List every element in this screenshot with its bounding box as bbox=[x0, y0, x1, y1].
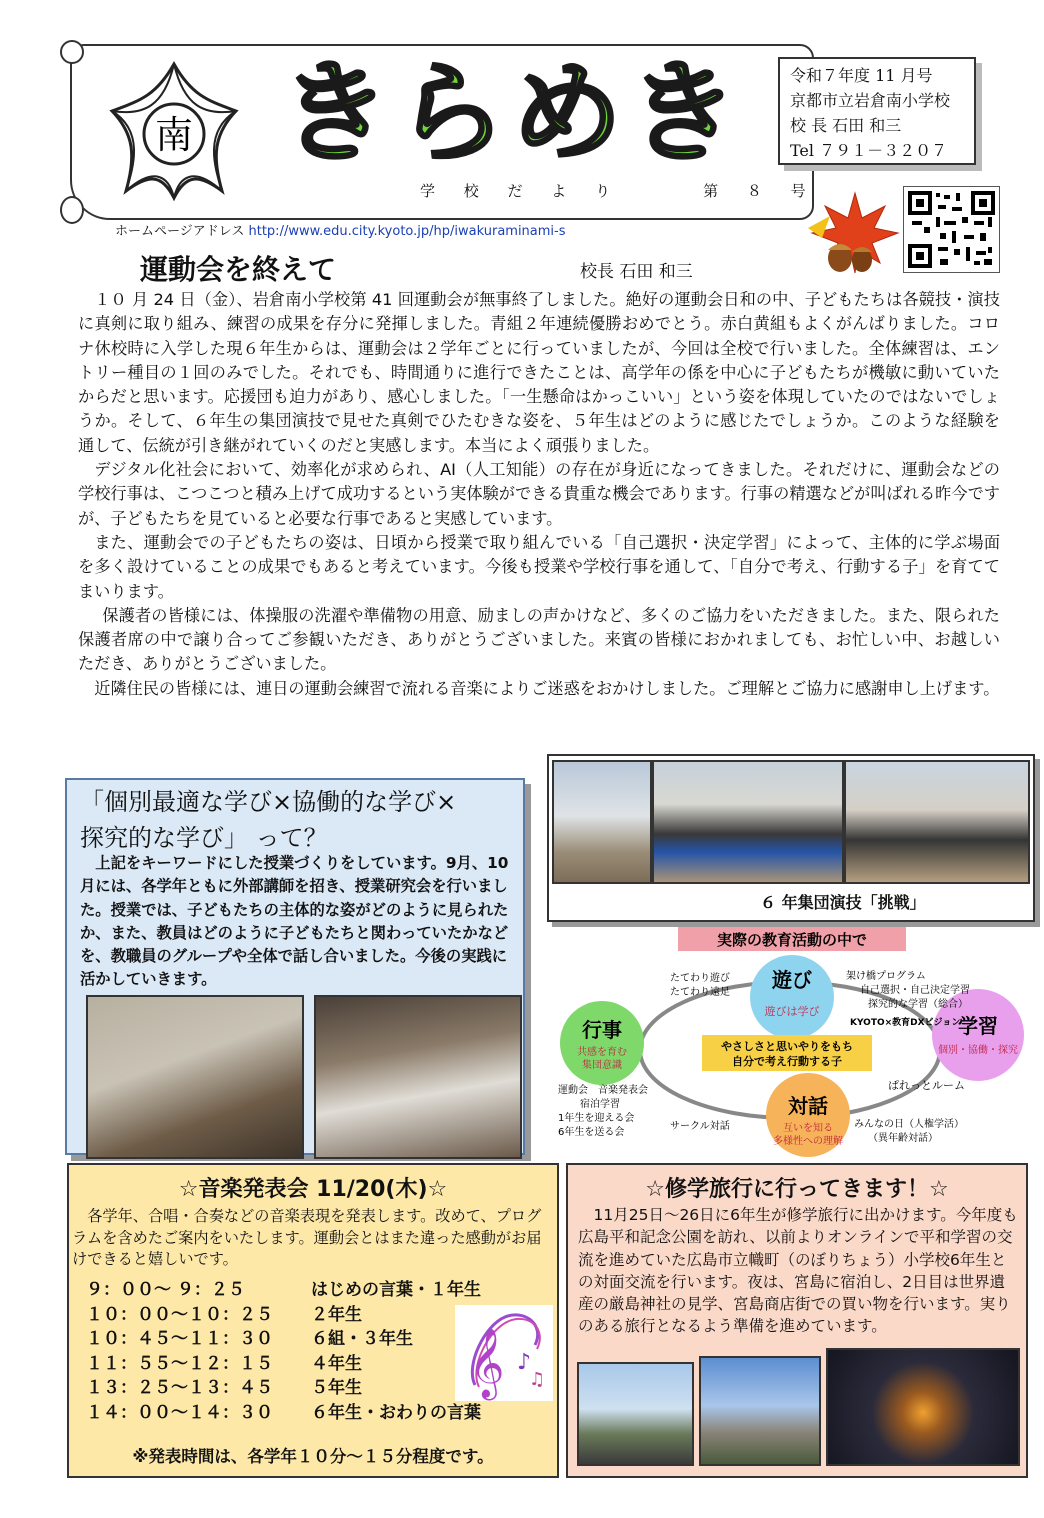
diagram-note: （異年齢対話） bbox=[868, 1133, 938, 1144]
qr-code-icon[interactable] bbox=[903, 186, 1000, 273]
sports-photo-1 bbox=[552, 760, 652, 884]
issue-info-box bbox=[778, 57, 976, 165]
school-name: 京都市立岩倉南小学校 bbox=[790, 91, 951, 110]
gyoji-circle bbox=[560, 1001, 644, 1085]
diagram-banner: 実際の教育活動の中で bbox=[716, 931, 868, 949]
diagram-note: サークル対話 bbox=[670, 1121, 730, 1132]
diagram-note: ぱれっとルーム bbox=[888, 1079, 965, 1092]
diagram-note: 架け橋プログラム bbox=[846, 971, 926, 982]
schedule-row: １４：００～１４：３０ ６年生・おわりの言葉 bbox=[86, 1402, 481, 1423]
article-paragraph: １０ 月 24 日（金）、岩倉南小学校第 41 回運動会が無事終了しました。絶好の運動会日和の中、子どもたちは各競技・演技に真剣に取り組み、練習の成果を存分に発揮しました。青組２年連続優勝おめでとう。赤白黄組もよくがんばりました。コロナ休校時に入学した現６年生からは、運動会は２学年ごとに行っていましたが、今回は全校で行いました。全体練習は、エントリー種目の１回のみでした。それでも、時間通りに進行できたことは、高学年の係を中心に子どもたちが機敏に動いていたからだと思います。応援団も迫力があり、感心しました。「一生懸命はかっこいい」という姿を体現していたのではないでしょうか。そして、６年生の集団演技で見せた真剣でひたむきな姿を、５年生はどのように感じたでしょうか。このような経験を通して、伝統が引き継がれていくのだと実感します。本当によく頑張りました。 bbox=[78, 290, 1000, 455]
article-paragraph: 保護者の皆様には、体操服の洗濯や準備物の用意、励ましの声かけなど、多くのご協力をいただきました。また、限られた保護者席の中で譲り合ってご参観いただき、ありがとうございました。来賓の皆様におかれましても、お忙しい中、お越しいただき、ありがとうございました。 bbox=[78, 605, 1000, 674]
learning-heading bbox=[80, 784, 520, 856]
gyoji-sub1: 共感を育む bbox=[577, 1047, 627, 1058]
svg-text:♫: ♫ bbox=[529, 1369, 546, 1390]
class-photo-2 bbox=[314, 995, 522, 1159]
learning-heading-line2: 探究的な学び」 って？ bbox=[80, 824, 328, 852]
gyoji-sub2: 集団意識 bbox=[582, 1060, 622, 1071]
article-body bbox=[78, 288, 1000, 701]
diagram-note: みんなの日（人権学活） bbox=[854, 1119, 964, 1130]
music-title: ☆音楽発表会 11/20(木)☆ bbox=[178, 1177, 448, 1202]
schedule-row: １３：２５～１３：４５ ５年生 bbox=[86, 1378, 362, 1398]
principal-name: 校 長 石田 和三 bbox=[790, 116, 902, 135]
diagram-note: 宿泊学習 bbox=[580, 1099, 620, 1110]
sports-photo-2 bbox=[652, 760, 844, 884]
schedule-row: １０：００～１０：２５ ２年生 bbox=[86, 1304, 362, 1325]
music-note-icon bbox=[455, 1305, 553, 1401]
sports-photo-3 bbox=[844, 760, 1030, 884]
trip-photo-itsukushima bbox=[826, 1348, 1020, 1466]
diagram-note: 6年生を送る会 bbox=[558, 1127, 625, 1138]
school-emblem-icon bbox=[104, 56, 244, 206]
emblem-char: 南 bbox=[154, 113, 194, 157]
asobi-label: 遊び bbox=[772, 968, 812, 992]
trip-photo-atomic-dome bbox=[699, 1356, 821, 1466]
schedule-row: １０：４５～１１：３０ ６組・３年生 bbox=[86, 1329, 413, 1349]
diagram-note: 自己選択・自己決定学習 bbox=[860, 985, 970, 996]
article-author: 校長 石田 和三 bbox=[580, 262, 693, 282]
scroll-curl-bottom bbox=[60, 196, 84, 224]
trip-body: 11月25日～26日に6年生が修学旅行に出かけます。今年度も広島平和記念公園を訪れ、以前よりオンラインで平和学習の交流を進めていた広島市立幟町（のぼりちょう）小学校6年生との対面交流を行います。夜は、宮島に宿泊し、2日目は世界遺産の厳島神社の見学、宮島商店街での買い物を行います。実りのある旅行となるよう準備を進めています。 bbox=[578, 1206, 1018, 1336]
sports-photo-caption: ６ 年集団演技「挑戦」 bbox=[760, 893, 926, 912]
class-photo-1 bbox=[86, 995, 304, 1159]
asobi-sub: 遊びは学び bbox=[764, 1005, 820, 1018]
newsletter-title: きらめき bbox=[280, 49, 744, 177]
homepage-url[interactable]: http://www.edu.city.kyoto.jp/hp/iwakuraminami-s bbox=[248, 224, 566, 239]
article-paragraph: また、運動会での子どもたちの姿は、日頃から授業で取り組んでいる「自己選択・決定学習」によって、主体的に学ぶ場面を多く設けていることの成果でもあると考えています。今後も授業や学校行事を通して、「自分で考え、行動する子」を育ててまいります。 bbox=[78, 532, 1000, 601]
article-paragraph: 近隣住民の皆様には、連日の運動会練習で流れる音楽によりご迷惑をおかけしました。ご理解とご協力に感謝申し上げます。 bbox=[94, 678, 1000, 698]
trip-photo-peace-park bbox=[577, 1362, 694, 1466]
newsletter-subtitle: 学 校 だ よ り 第 ８ 号 bbox=[420, 182, 818, 200]
center-line1: やさしさと思いやりをもち bbox=[721, 1040, 853, 1053]
diagram-note: KYOTO×教育DXビジョン bbox=[850, 1018, 961, 1028]
schedule-row: ９：００～ ９：２５ はじめの言葉・１年生 bbox=[86, 1280, 481, 1300]
center-line2: 自分で考え行動する子 bbox=[732, 1055, 842, 1068]
gyoji-label: 行事 bbox=[582, 1018, 622, 1042]
taiwa-label: 対話 bbox=[788, 1094, 828, 1118]
diagram-note: たてわり遊び bbox=[670, 973, 730, 984]
music-body: 各学年、合唱・合奏などの音楽表現を発表します。改めて、プログラムを含めたご案内をいたします。運動会とはまた違った感動がお届けできると嬉しいです。 bbox=[72, 1207, 542, 1268]
telephone: Tel ７９１－３２０７ bbox=[790, 141, 948, 160]
diagram-note: 探究的な学習（総合） bbox=[868, 999, 968, 1010]
article-title: 運動会を終えて bbox=[140, 253, 337, 286]
diagram-note: たてわり遠足 bbox=[670, 987, 730, 998]
gakushu-sub: 個別・協働・探究 bbox=[938, 1045, 1018, 1056]
taiwa-sub1: 互いを知る bbox=[783, 1123, 833, 1134]
diagram-note: 1年生を迎える会 bbox=[558, 1113, 635, 1124]
homepage-label: ホームページアドレス bbox=[115, 224, 245, 239]
education-diagram bbox=[550, 925, 1028, 1157]
autumn-leaf-acorn-icon bbox=[800, 188, 900, 276]
gakushu-label: 学習 bbox=[958, 1014, 998, 1038]
article-paragraph: デジタル化社会において、効率化が求められ、AI（人工知能）の存在が身近になってきました。それだけに、運動会などの学校行事は、こつこつと積み上げて成功するという実体験ができる貴重な機会であります。行事の精選などが叫ばれる昨今ですが、子どもたちを見ていると必要な行事であると実感しています。 bbox=[78, 460, 1000, 528]
svg-text:𝄞: 𝄞 bbox=[469, 1328, 505, 1398]
svg-text:♪: ♪ bbox=[517, 1350, 532, 1375]
scroll-curl-top bbox=[60, 40, 84, 64]
music-note-text: ※発表時間は、各学年１０分～１５分程度です。 bbox=[132, 1447, 494, 1466]
issue-number: 令和７年度 11 月号 bbox=[790, 66, 933, 85]
learning-body: 上記をキーワードにした授業づくりをしています。9月、10月には、各学年ともに外部講師を招き、授業研究会を行いました。授業では、子どもたちの主体的な姿がどのように見られたか、また、教員はどのように子どもたちと関わっていたかなどを、教職員のグループや全体で話し合いました。今後の実践に活かしていきます。 bbox=[80, 854, 509, 989]
learning-heading-line1: 「個別最適な学び×協働的な学び× bbox=[80, 788, 457, 816]
schedule-row: １１：５５～１２：１５ ４年生 bbox=[86, 1353, 362, 1374]
homepage-address bbox=[115, 220, 566, 239]
diagram-note: 運動会 音楽発表会 bbox=[558, 1085, 648, 1096]
taiwa-sub2: 多様性への理解 bbox=[773, 1136, 843, 1147]
trip-title: ☆修学旅行に行ってきます！☆ bbox=[645, 1177, 949, 1202]
